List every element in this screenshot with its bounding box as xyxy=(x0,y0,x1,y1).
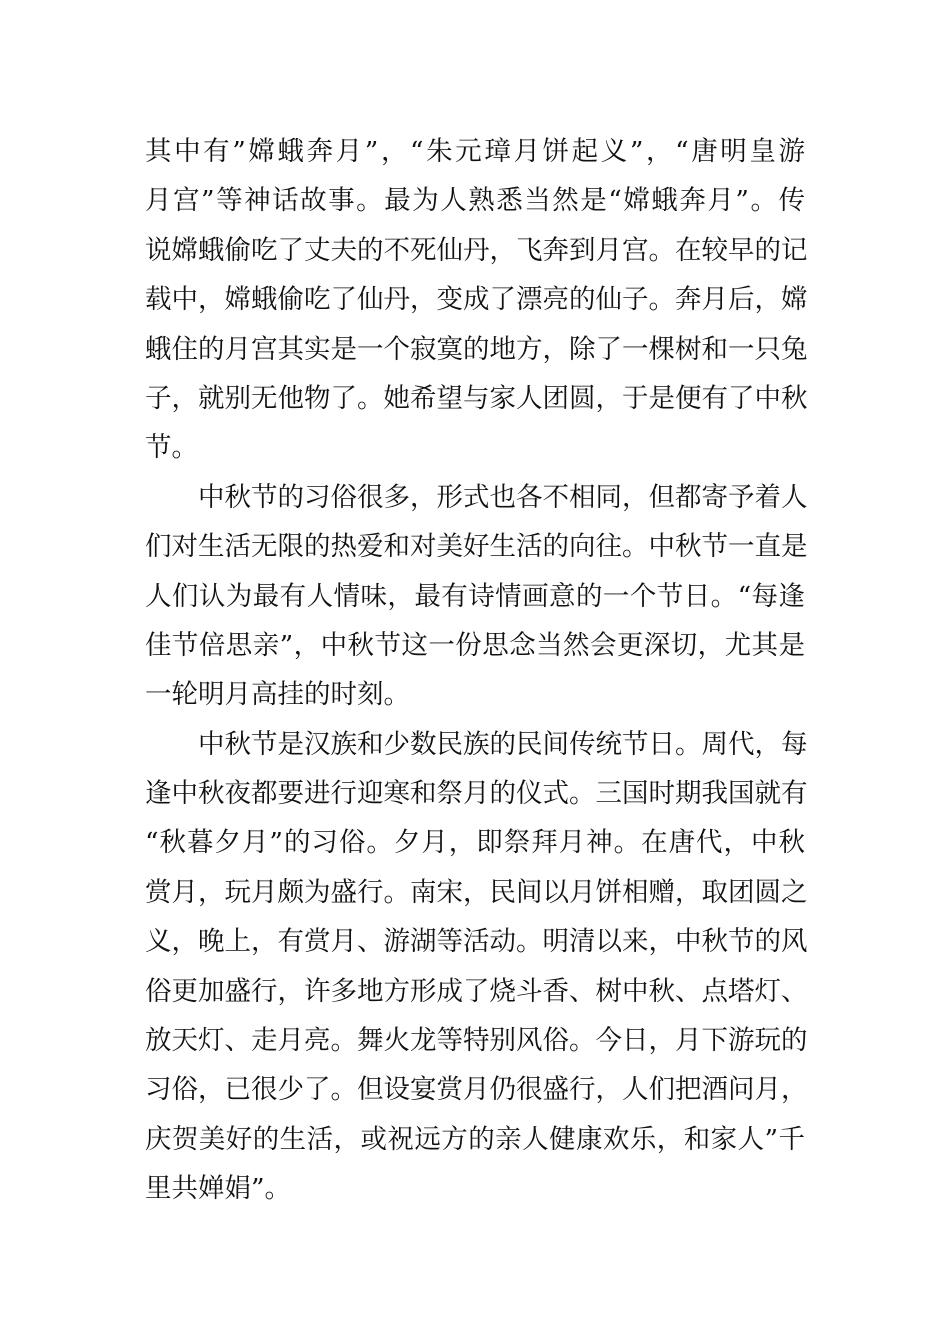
text-line: 义，晚上，有赏月、游湖等活动。明清以来，中秋节的风 xyxy=(145,926,808,958)
text-line: 节。 xyxy=(145,432,198,464)
text-line: 蛾住的月宫其实是一个寂寞的地方，除了一棵树和一只兔 xyxy=(145,333,808,365)
text-line: 逢中秋夜都要进行迎寒和祭月的仪式。三国时期我国就有 xyxy=(145,778,808,810)
text-line: 佳节倍思亲”，中秋节这一份思念当然会更深切，尤其是 xyxy=(145,629,805,661)
text-line: 俗更加盛行，许多地方形成了烧斗香、树中秋、点塔灯、 xyxy=(145,975,808,1007)
text-line: 载中，嫦蛾偷吃了仙丹，变成了漂亮的仙子。奔月后，嫦 xyxy=(145,284,808,316)
text-line: 人们认为最有人情味，最有诗情画意的一个节日。“每逢 xyxy=(145,580,805,612)
text-line: 说嫦蛾偷吃了丈夫的不死仙丹，飞奔到月宫。在较早的记 xyxy=(145,234,808,266)
text-line: “秋暮夕月”的习俗。夕月，即祭拜月神。在唐代，中秋 xyxy=(145,827,805,859)
paragraph-1 xyxy=(145,127,808,473)
text-line: 中秋节是汉族和少数民族的民间传统节日。周代，每 xyxy=(198,728,808,760)
body-text xyxy=(145,127,808,1214)
text-line: 月宫”等神话故事。最为人熟悉当然是“嫦蛾奔月”。传 xyxy=(145,185,805,217)
paragraph-2 xyxy=(145,473,808,720)
text-line: 习俗，已很少了。但设宴赏月仍很盛行，人们把酒问月， xyxy=(145,1074,808,1106)
text-line: 子，就别无他物了。她希望与家人团圆，于是便有了中秋 xyxy=(145,382,808,414)
text-line: 一轮明月高挂的时刻。 xyxy=(145,679,410,711)
text-line: 庆贺美好的生活，或祝远方的亲人健康欢乐，和家人”千 xyxy=(145,1123,805,1155)
text-line: 赏月，玩月颇为盛行。南宋，民间以月饼相赠，取团圆之 xyxy=(145,876,808,908)
text-line: 其中有”嫦蛾奔月”，“朱元璋月饼起义”，“唐明皇游 xyxy=(145,136,805,167)
text-line: 们对生活无限的热爱和对美好生活的向往。中秋节一直是 xyxy=(145,531,808,563)
text-line: 里共婵娟”。 xyxy=(145,1173,292,1205)
text-line: 放天灯、走月亮。舞火龙等特别风俗。今日，月下游玩的 xyxy=(145,1025,808,1057)
text-line: 中秋节的习俗很多，形式也各不相同，但都寄予着人 xyxy=(198,481,808,513)
paragraph-3 xyxy=(145,720,808,1214)
